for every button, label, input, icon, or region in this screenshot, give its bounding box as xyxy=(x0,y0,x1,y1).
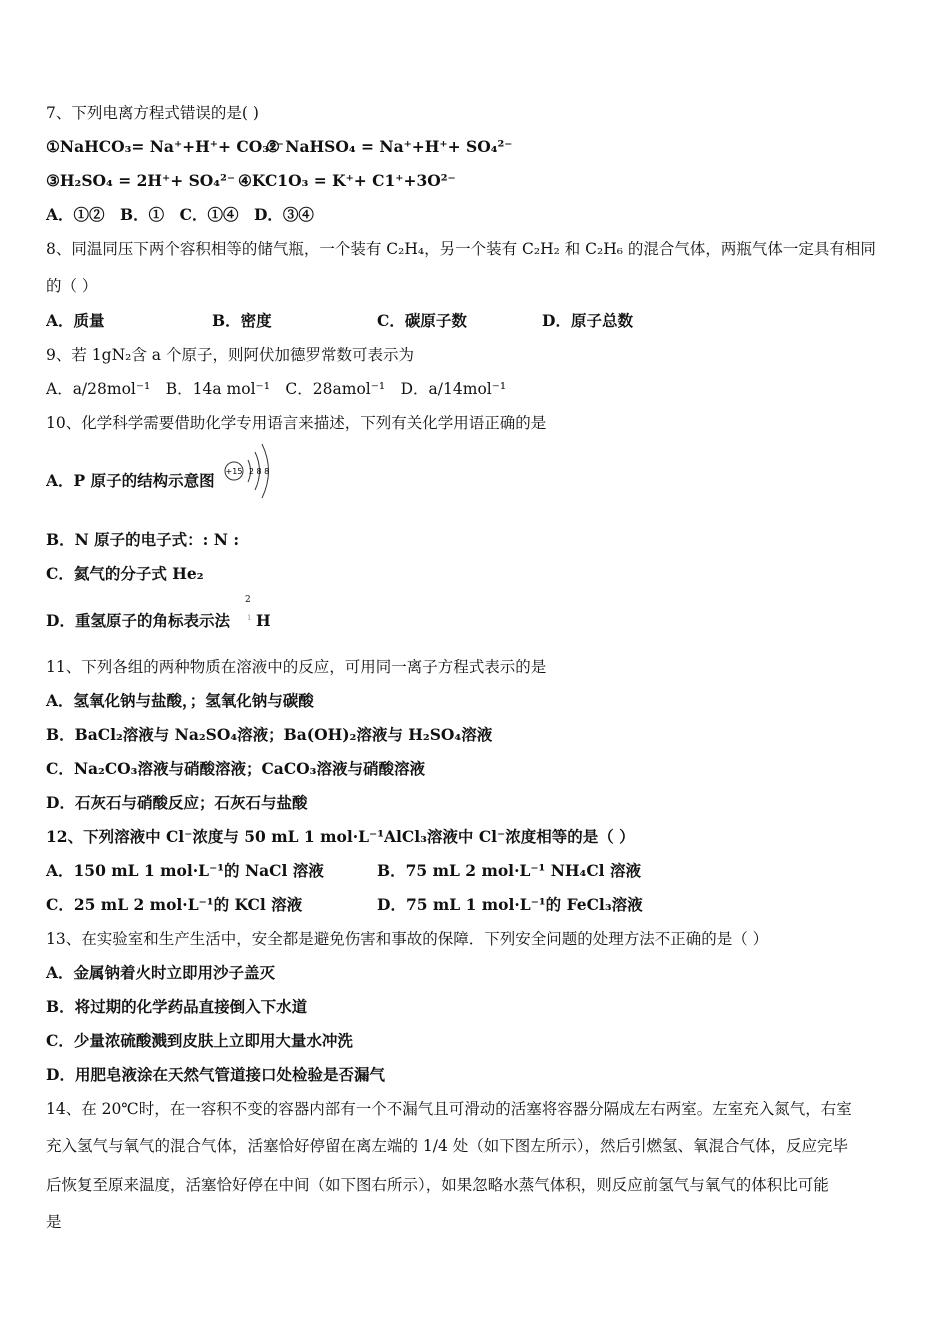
q7-equation-3: ③H₂SO₄ = 2H⁺+ SO₄²⁻ xyxy=(46,171,236,190)
q13-stem: 13、在实验室和生产生活中，安全都是避免伤害和事故的保障．下列安全问题的处理方法不正确的是（ ） xyxy=(46,930,769,948)
q12-option-b: B．75 mL 2 mol·L⁻¹ NH₄Cl 溶液 xyxy=(377,861,641,880)
q8-stem-line2: 的（ ） xyxy=(46,277,98,295)
q8-stem-line1: 8、同温同压下两个容积相等的储气瓶，一个装有 C₂H₄，另一个装有 C₂H₂ 和 C₂H₆ 的混合气体，两瓶气体一定具有相同 xyxy=(46,240,876,258)
q11-option-a: A．氢氧化钠与盐酸，；氢氧化钠与碳酸 xyxy=(46,691,314,710)
q13-option-a: A．金属钠着火时立即用沙子盖灭 xyxy=(46,963,276,982)
q7-equation-1: ①NaHCO₃= Na⁺+H⁺+ CO₃²⁻ xyxy=(46,137,284,156)
q10-option-d-atomic-number: 1 xyxy=(247,614,252,622)
q13-option-c: C．少量浓硫酸溅到皮肤上立即用大量水冲洗 xyxy=(46,1031,353,1050)
q11-option-c: C．Na₂CO₃溶液与硝酸溶液；CaCO₃溶液与硝酸溶液 xyxy=(46,759,425,778)
q12-option-a: A．150 mL 1 mol·L⁻¹的 NaCl 溶液 xyxy=(46,861,324,880)
q12-stem: 12、下列溶液中 Cl⁻浓度与 50 mL 1 mol·L⁻¹AlCl₃溶液中 Cl⁻浓度相等的是（ ） xyxy=(46,827,635,846)
phosphorus-atom-diagram xyxy=(222,440,278,502)
q8-option-d: D．原子总数 xyxy=(542,311,633,330)
atom-nucleus-label: +15 xyxy=(225,467,243,476)
q10-option-a: A．P 原子的结构示意图 xyxy=(46,471,215,490)
q7-stem: 7、下列电离方程式错误的是( ) xyxy=(46,104,259,122)
q8-option-b: B．密度 xyxy=(212,311,272,330)
q14-line1: 14、在 20℃时，在一容积不变的容器内部有一个不漏气且可滑动的活塞将容器分隔成左右两室。左室充入氮气，右室 xyxy=(46,1100,852,1118)
q9-options: A．a/28mol⁻¹ B．14a mol⁻¹ C．28amol⁻¹ D．a/14mol⁻¹ xyxy=(46,380,507,398)
q7-equation-4: ④KC1O₃ = K⁺+ C1⁺+3O²⁻ xyxy=(238,171,456,190)
q7-equation-2: ② NaHSO₄ = Na⁺+H⁺+ SO₄²⁻ xyxy=(266,137,513,156)
q12-option-c: C．25 mL 2 mol·L⁻¹的 KCl 溶液 xyxy=(46,895,303,914)
q14-line4: 是 xyxy=(46,1213,62,1231)
q11-stem: 11、下列各组的两种物质在溶液中的反应，可用同一离子方程式表示的是 xyxy=(46,658,547,676)
q13-option-d: D．用肥皂液涂在天然气管道接口处检验是否漏气 xyxy=(46,1065,385,1084)
q10-option-d-symbol: H xyxy=(256,611,271,630)
q11-option-b: B．BaCl₂溶液与 Na₂SO₄溶液；Ba(OH)₂溶液与 H₂SO₄溶液 xyxy=(46,725,493,744)
q9-stem: 9、若 1gN₂含 a 个原子，则阿伏加德罗常数可表示为 xyxy=(46,346,414,364)
q12-option-d: D．75 mL 1 mol·L⁻¹的 FeCl₃溶液 xyxy=(377,895,643,914)
q10-option-d: D．重氢原子的角标表示法 xyxy=(46,611,230,630)
q8-option-a: A．质量 xyxy=(46,311,105,330)
atom-shell-labels: 2 8 8 xyxy=(248,467,270,476)
q10-option-c: C．氦气的分子式 He₂ xyxy=(46,564,204,583)
q13-option-b: B．将过期的化学药品直接倒入下水道 xyxy=(46,997,308,1016)
q10-option-b: B．N 原子的电子式：: N : xyxy=(46,530,240,549)
q14-line3: 后恢复至原来温度，活塞恰好停在中间（如下图右所示），如果忽略水蒸气体积，则反应前氢气与氧气的体积比可能 xyxy=(46,1176,829,1194)
q14-line2: 充入氢气与氧气的混合气体，活塞恰好停留在离左端的 1/4 处（如下图左所示），然后引燃氢、氧混合气体，反应完毕 xyxy=(46,1137,849,1155)
q11-option-d: D．石灰石与硝酸反应；石灰石与盐酸 xyxy=(46,793,308,812)
q10-stem: 10、化学科学需要借助化学专用语言来描述，下列有关化学用语正确的是 xyxy=(46,414,547,432)
q10-option-d-mass-number: 2 xyxy=(245,595,251,605)
q7-options: A．①② B．① C．①④ D．③④ xyxy=(46,205,314,224)
q8-option-c: C．碳原子数 xyxy=(377,311,467,330)
